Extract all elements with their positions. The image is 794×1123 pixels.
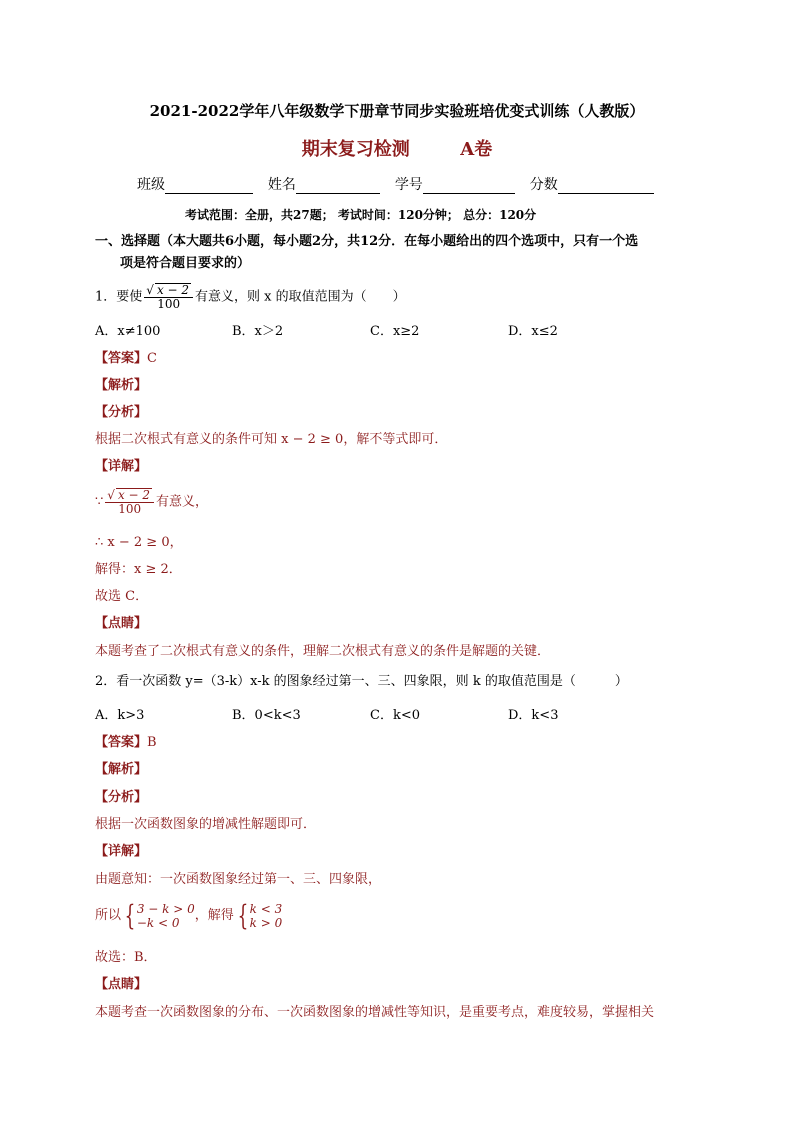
q2-step1: 由题意知：一次函数图象经过第一、三、四象限， (95, 872, 382, 887)
q1-jiexi-label: 【解析】 (95, 378, 148, 393)
q1-frac-num: x − 2 (156, 283, 190, 297)
q1-option-a[interactable]: A．x≠100 (95, 324, 161, 339)
q2-fenxi-text: 根据一次函数图象的增减性解题即可． (95, 817, 317, 832)
q1-answer-label: 【答案】 (95, 351, 148, 366)
subtitle-part1: 期末复习检测 (301, 139, 410, 160)
q1-fenxi-label: 【分析】 (95, 405, 148, 420)
q2-fenxi-label: 【分析】 (95, 790, 148, 805)
q1-step1-frac-num: x − 2 (117, 488, 151, 502)
left-brace-icon: { (124, 898, 136, 932)
q1-step1-suffix: 有意义， (156, 494, 209, 510)
q1-dianjing-label: 【点睛】 (95, 616, 148, 631)
q2-dianjing-label: 【点睛】 (95, 977, 148, 992)
q2-option-c[interactable]: C．k<0 (370, 708, 420, 723)
q1-options (95, 323, 558, 341)
name-label: 姓名 (267, 177, 296, 193)
q2-sys2-line1: k < 3 (249, 901, 283, 916)
q2-system2 (250, 902, 283, 930)
subtitle-part2: A卷 (460, 139, 493, 160)
q2-sys1-line1: 3 − k > 0 (136, 901, 195, 916)
q2-stem: 2．看一次函数 y=（3-k）x-k 的图象经过第一、三、四象限，则 k 的取值范围是（ ） (95, 674, 628, 689)
q1-frac-den: 100 (157, 297, 181, 311)
q1-step1-frac-den: 100 (118, 502, 142, 516)
class-label: 班级 (137, 177, 165, 193)
q2-system1 (137, 902, 195, 930)
q2-jiexi-label: 【解析】 (95, 762, 148, 777)
q1-step3: 解得：x ≥ 2． (95, 562, 182, 577)
q1-suffix: 有意义，则 x 的取值范围为（ ） (195, 289, 406, 305)
q1-step2: ∴ x − 2 ≥ 0， (95, 535, 183, 550)
q1-xiangjie-label: 【详解】 (95, 459, 148, 474)
because-symbol: ∵ (95, 494, 104, 510)
number-label: 学号 (394, 177, 423, 193)
q1-option-d[interactable]: D．x≤2 (508, 324, 558, 339)
score-label: 分数 (529, 177, 558, 193)
document-title: 2021-2022学年八年级数学下册章节同步实验班培优变式训练（人教版） (149, 102, 645, 120)
q2-answer (95, 734, 157, 752)
q2-options (95, 707, 558, 725)
q2-answer-label: 【答案】 (95, 735, 148, 750)
q1-fraction: $\frac{√ x - 2}{100}$ (144, 283, 193, 311)
q1-fenxi-text: 根据二次根式有意义的条件可知 x − 2 ≥ 0，解不等式即可． (95, 432, 448, 447)
q2-answer-value: B (147, 735, 157, 750)
q1-option-c[interactable]: C．x≥2 (370, 324, 420, 339)
q2-option-b[interactable]: B．0<k<3 (232, 708, 301, 723)
q2-dianjing-text: 本题考查一次函数图象的分布、一次函数图象的增减性等知识，是重要考点，难度较易，掌握相关 (95, 1005, 655, 1020)
name-blank[interactable] (296, 179, 380, 194)
q2-step2 (95, 900, 282, 932)
section1-heading-line1: 一、选择题（本大题共6小题，每小题2分，共12分．在每小题给出的四个选项中，只有一个选 (95, 234, 639, 249)
exam-subtitle (0, 135, 794, 161)
q1-option-b[interactable]: B．x＞2 (232, 324, 284, 339)
q1-step1 (95, 488, 208, 516)
q2-sys1-line2: −k < 0 (136, 915, 180, 930)
q2-xiangjie-label: 【详解】 (95, 844, 148, 859)
q1-dianjing-text: 本题考查了二次根式有意义的条件，理解二次根式有意义的条件是解题的关键． (95, 644, 551, 659)
score-blank[interactable] (558, 179, 654, 194)
q1-answer-value: C (147, 351, 157, 366)
q2-option-a[interactable]: A．k>3 (95, 708, 145, 723)
exam-info: 考试范围：全册，共27题； 考试时间：120分钟； 总分：120分 (185, 208, 537, 222)
q1-step1-fraction: $\frac{√ x - 2}{100}$ (105, 488, 154, 516)
q1-answer (95, 350, 157, 368)
q2-option-d[interactable]: D．k<3 (508, 708, 559, 723)
section1-heading-line2: 项是符合题目要求的） (120, 256, 251, 271)
q2-step3: 故选：B． (95, 950, 157, 965)
q2-step2-mid: ，解得 (194, 908, 234, 923)
number-blank[interactable] (423, 179, 515, 194)
left-brace-icon: { (237, 898, 249, 932)
student-info-line (137, 176, 654, 194)
q2-sys2-line2: k > 0 (249, 915, 283, 930)
q1-stem (95, 283, 406, 311)
q2-step2-prefix: 所以 (95, 908, 122, 923)
q1-prefix: 1．要使 (95, 289, 143, 305)
q1-step4: 故选 C． (95, 589, 149, 604)
class-blank[interactable] (165, 179, 253, 194)
